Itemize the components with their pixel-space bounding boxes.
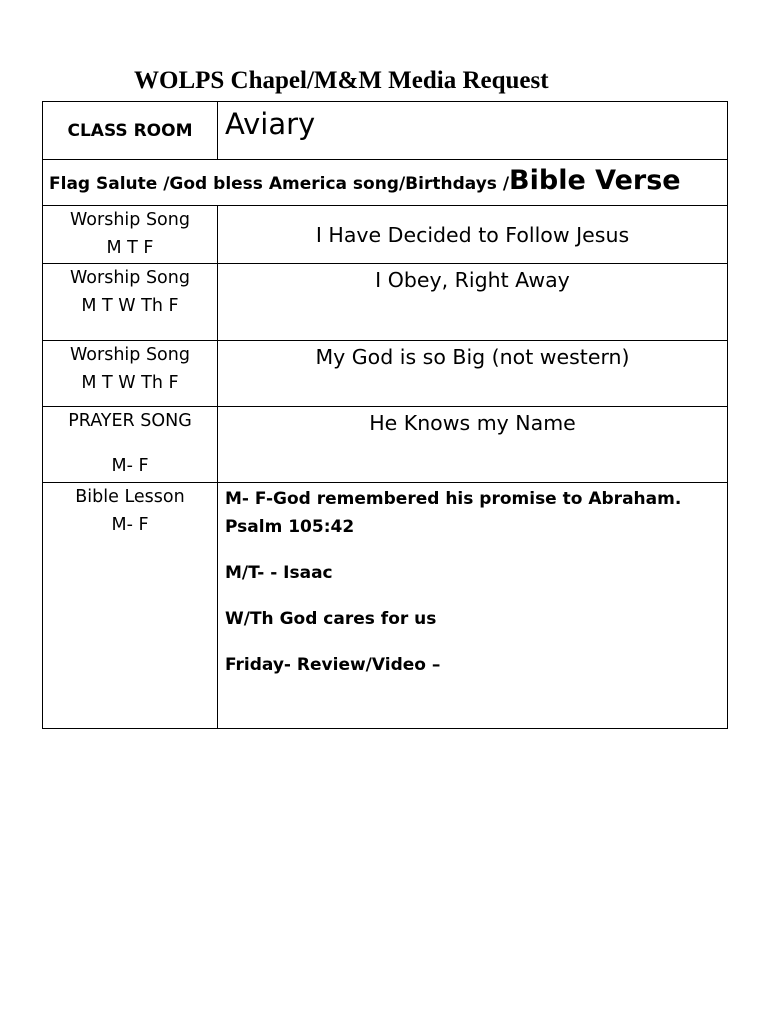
lesson-summary-line: M- F-God remembered his promise to Abraham. <box>225 489 682 509</box>
song-type-label: Worship Song <box>70 210 190 230</box>
prayer-song-label: PRAYER SONG <box>68 411 192 431</box>
song-type-label: Worship Song <box>70 268 190 288</box>
bible-lesson-row <box>43 483 728 729</box>
song-days-label: M T W Th F <box>81 373 179 393</box>
classroom-row <box>43 102 728 160</box>
bible-lesson-content <box>218 483 728 729</box>
bible-lesson-days: M- F <box>111 515 149 535</box>
song-title: I Obey, Right Away <box>218 264 728 341</box>
classroom-label: CLASS ROOM <box>43 102 218 160</box>
worship-song-label-cell <box>43 206 218 264</box>
flag-salute-text: Flag Salute /God bless America song/Birthdays / <box>49 174 510 194</box>
media-request-table <box>42 101 728 729</box>
song-days-label: M T F <box>106 238 154 258</box>
prayer-days-label: M- F <box>111 456 149 476</box>
flag-salute-row <box>43 160 728 206</box>
lesson-item: W/Th God cares for us <box>225 609 437 629</box>
lesson-item: M/T- - Isaac <box>225 563 333 583</box>
worship-song-label-cell <box>43 341 218 407</box>
worship-song-label-cell <box>43 264 218 341</box>
bible-lesson-label: Bible Lesson <box>75 487 185 507</box>
classroom-value: Aviary <box>218 102 728 160</box>
prayer-song-label-cell <box>43 407 218 483</box>
page-title: WOLPS Chapel/M&M Media Request <box>134 67 549 94</box>
bible-lesson-label-cell <box>43 483 218 729</box>
flag-salute-cell <box>43 160 728 206</box>
prayer-song-row <box>43 407 728 483</box>
worship-song-row <box>43 341 728 407</box>
worship-song-row <box>43 264 728 341</box>
lesson-scripture-ref: Psalm 105:42 <box>225 517 355 537</box>
song-days-label: M T W Th F <box>81 296 179 316</box>
prayer-song-title: He Knows my Name <box>218 407 728 483</box>
lesson-item: Friday- Review/Video – <box>225 655 441 675</box>
song-type-label: Worship Song <box>70 345 190 365</box>
worship-song-row <box>43 206 728 264</box>
lesson-summary <box>225 485 721 541</box>
song-title: My God is so Big (not western) <box>218 341 728 407</box>
song-title: I Have Decided to Follow Jesus <box>218 206 728 264</box>
bible-verse-heading: Bible Verse <box>509 165 681 196</box>
